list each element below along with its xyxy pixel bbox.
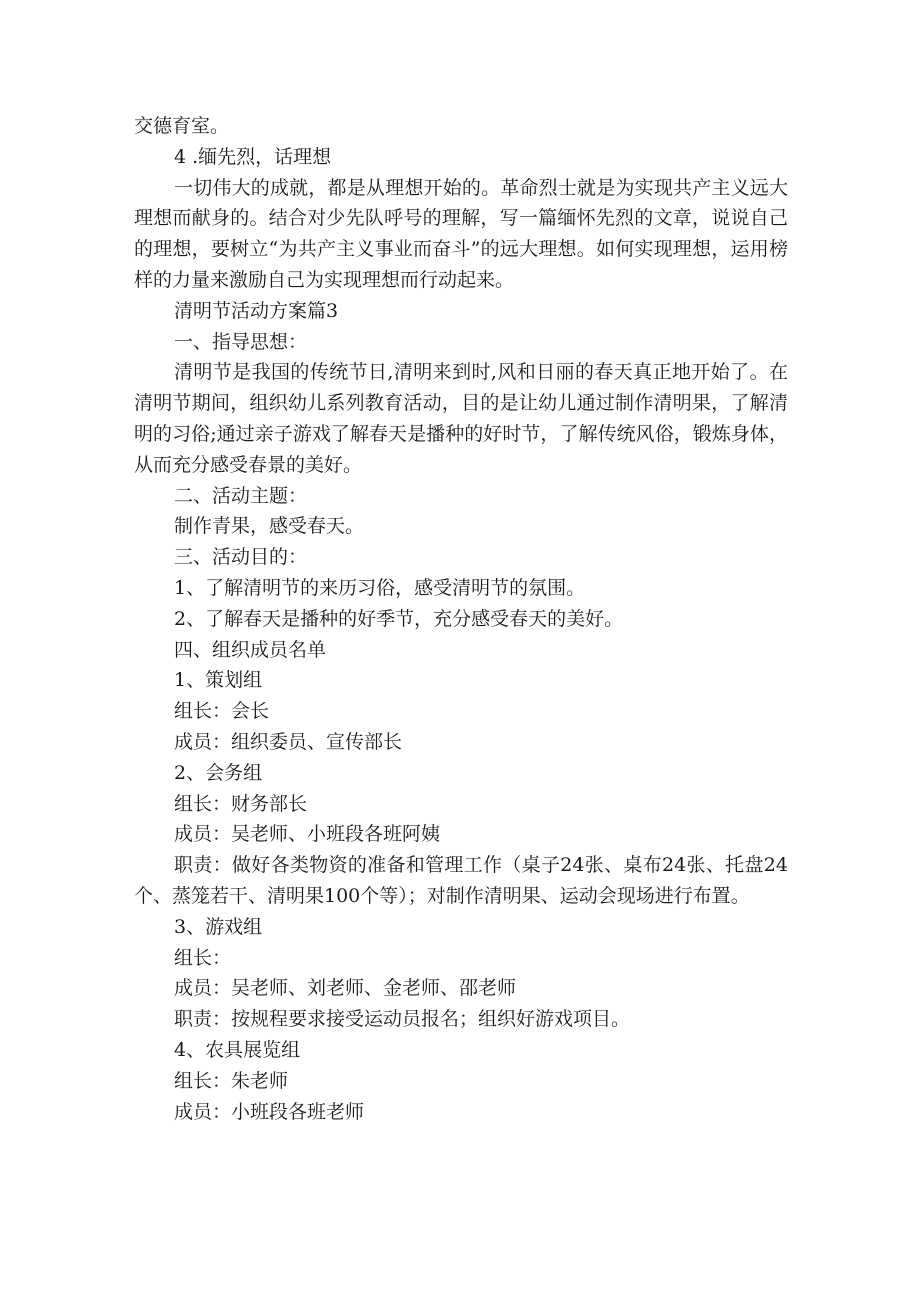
paragraph-activity-theme: 制作青果，感受春天。 — [174, 515, 365, 538]
heading-activity-theme: 二、活动主题： — [174, 484, 308, 507]
group-games: 3、游戏组 — [174, 915, 263, 938]
affairs-duties: 职责：做好各类物资的准备和管理工作（桌子24张、桌布24张、托盘24个、蒸笼若干、清明果100个等）；对制作清明果、运动会现场进行布置。 — [134, 854, 788, 907]
affairs-members: 成员：吴老师、小班段各班阿姨 — [174, 823, 441, 846]
goal-item-1: 1、了解清明节的来历习俗，感受清明节的氛围。 — [174, 576, 586, 599]
group-planning: 1、策划组 — [174, 669, 263, 692]
heading-activity-goals: 三、活动目的： — [174, 546, 308, 569]
farm-tools-members: 成员：小班段各班老师 — [174, 1100, 365, 1123]
group-affairs: 2、会务组 — [174, 761, 263, 784]
games-duties: 职责：按规程要求接受运动员报名；组织好游戏项目。 — [174, 1008, 631, 1031]
heading-members: 四、组织成员名单 — [174, 638, 327, 661]
plan-title: 清明节活动方案篇3 — [174, 299, 339, 322]
affairs-leader: 组长：财务部长 — [174, 792, 308, 815]
document-body — [134, 111, 788, 1127]
group-farm-tools: 4、农具展览组 — [174, 1038, 301, 1061]
heading-guiding-thought: 一、指导思想： — [174, 330, 308, 353]
goal-item-2: 2、了解春天是播种的好季节，充分感受春天的美好。 — [174, 607, 624, 630]
paragraph-ideals: 一切伟大的成就，都是从理想开始的。革命烈士就是为实现共产主义远大理想而献身的。结合对少先队呼号的理解，写一篇缅怀先烈的文章，说说自己的理想，要树立“为共产主义事业而奋斗”的远大理想。如何实现理想，运用榜样的力量来激励自己为实现理想而行动起来。 — [134, 176, 788, 291]
games-leader: 组长： — [174, 946, 232, 969]
planning-members: 成员：组织委员、宣传部长 — [174, 730, 403, 753]
farm-tools-leader: 组长：朱老师 — [174, 1069, 289, 1092]
planning-leader: 组长：会长 — [174, 700, 270, 723]
section-heading-4: 4 .缅先烈，话理想 — [174, 145, 332, 168]
paragraph-guiding-thought: 清明节是我国的传统节日,清明来到时,风和日丽的春天真正地开始了。在清明节期间，组织幼儿系列教育活动，目的是让幼儿通过制作清明果，了解清明的习俗;通过亲子游戏了解春天是播种的好时节，了解传统风俗，锻炼身体，从而充分感受春景的美好。 — [134, 361, 788, 476]
games-members: 成员：吴老师、刘老师、金老师、邵老师 — [174, 977, 517, 1000]
paragraph-continuation: 交德育室。 — [134, 115, 230, 137]
